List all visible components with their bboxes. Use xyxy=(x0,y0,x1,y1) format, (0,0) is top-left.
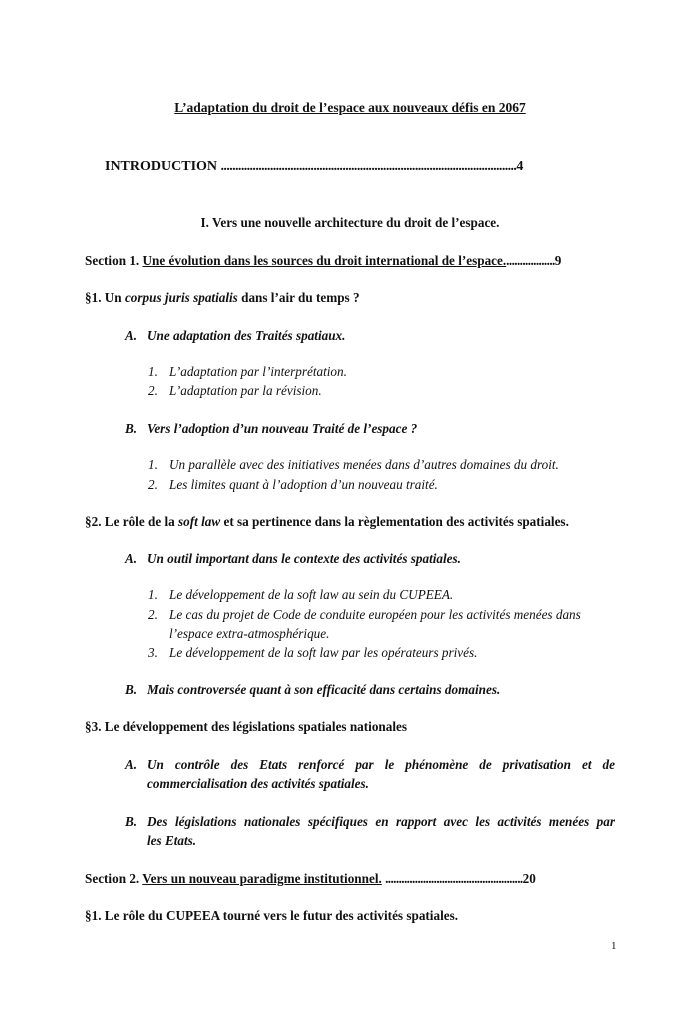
section-1-page: 9 xyxy=(554,253,562,268)
list-number: 1. xyxy=(148,457,158,472)
toc-s1-p3-a-line2: commercialisation des activités spatiales. xyxy=(147,776,369,791)
s1p3a-letter: A. xyxy=(125,757,138,772)
toc-s1-p3-b[interactable] xyxy=(125,814,615,830)
list-item-text: L’adaptation par l’interprétation. xyxy=(169,364,347,379)
toc-s1-p3-b-line2: les Etats. xyxy=(147,833,197,848)
list-item-text: Le développement de la soft law au sein du CUPEEA. xyxy=(169,587,454,602)
s1p2b-letter: B. xyxy=(125,682,138,697)
toc-s1-p1-a[interactable] xyxy=(125,328,345,344)
s1p2a-text: Un outil important dans le contexte des activités spatiales. xyxy=(147,551,461,566)
s1p1-em: corpus juris spatialis xyxy=(124,290,238,305)
toc-s1-p2-a-item-1[interactable] xyxy=(148,587,453,603)
section-2-page: 20 xyxy=(522,871,536,886)
toc-s1-p1-b[interactable] xyxy=(125,421,417,437)
s1p2-em: soft law xyxy=(178,514,221,529)
s1p1b-text: Vers l’adoption d’un nouveau Traité de l’espace ? xyxy=(147,421,418,436)
list-number: 3. xyxy=(148,645,158,660)
toc-s1-p2-a[interactable] xyxy=(125,551,461,567)
toc-s1-p2-a-item-2-cont: l’espace extra-atmosphérique. xyxy=(169,626,330,641)
section-2-title: Vers un nouveau paradigme institutionnel. xyxy=(142,871,382,886)
toc-s1-p1[interactable] xyxy=(85,290,360,306)
s1p1a-letter: A. xyxy=(125,328,138,343)
toc-section-1[interactable] xyxy=(85,253,561,269)
toc-s1-p3[interactable]: §3. Le développement des législations spatiales nationales xyxy=(85,719,408,734)
toc-s1-p2[interactable] xyxy=(85,514,569,530)
part-1-heading: I. Vers une nouvelle architecture du droit de l’espace. xyxy=(200,215,500,230)
list-item-text: Un parallèle avec des initiatives menées dans d’autres domaines du droit. xyxy=(169,457,559,472)
list-item-text: Le développement de la soft law par les opérateurs privés. xyxy=(169,645,478,660)
s1p2-post: et sa pertinence dans la règlementation des activités spatiales. xyxy=(223,514,569,529)
page-number: 1 xyxy=(611,940,617,952)
s1p3b-line1: Des législations nationales spécifiques en rapport avec les activités menées par xyxy=(147,814,615,829)
toc-introduction-page: 4 xyxy=(516,159,524,174)
toc-s1-p1-b-item-1[interactable] xyxy=(148,457,559,473)
list-number: 1. xyxy=(148,587,158,602)
document-title: L’adaptation du droit de l’espace aux nouveaux défis en 2067 xyxy=(174,100,526,115)
toc-s2-p1[interactable]: §1. Le rôle du CUPEEA tourné vers le futur des activités spatiales. xyxy=(85,908,459,923)
s1p1b-letter: B. xyxy=(125,421,138,436)
list-number: 2. xyxy=(148,477,158,492)
s1p3b-letter: B. xyxy=(125,814,138,829)
s1p2a-letter: A. xyxy=(125,551,138,566)
s1p2-pre: §2. Le rôle de la xyxy=(85,514,175,529)
section-1-prefix: Section 1. xyxy=(85,253,140,268)
section-2-dots: ................................................... xyxy=(385,871,523,886)
list-number: 1. xyxy=(148,364,158,379)
toc-s1-p2-b[interactable] xyxy=(125,682,500,698)
list-item-text: Le cas du projet de Code de conduite européen pour les activités menées dans xyxy=(169,607,581,622)
section-2-prefix: Section 2. xyxy=(85,871,140,886)
toc-section-2[interactable] xyxy=(85,871,536,887)
toc-introduction-dots: ...................................................................................................... xyxy=(220,159,517,174)
s1p1-pre: §1. Un xyxy=(85,290,122,305)
toc-s1-p2-a-item-2[interactable] xyxy=(148,607,581,623)
section-1-dots: .................. xyxy=(506,253,555,268)
toc-introduction-label: INTRODUCTION xyxy=(105,159,218,174)
toc-s1-p2-a-item-3[interactable] xyxy=(148,645,477,661)
toc-introduction[interactable] xyxy=(105,159,523,175)
list-item-text: Les limites quant à l’adoption d’un nouveau traité. xyxy=(169,477,438,492)
list-number: 2. xyxy=(148,383,158,398)
list-item-text: L’adaptation par la révision. xyxy=(169,383,322,398)
toc-s1-p3-a[interactable] xyxy=(125,757,615,773)
list-number: 2. xyxy=(148,607,158,622)
s1p2b-text: Mais controversée quant à son efficacité dans certains domaines. xyxy=(147,682,501,697)
section-1-title: Une évolution dans les sources du droit international de l’espace. xyxy=(142,253,507,268)
toc-s1-p1-b-item-2[interactable] xyxy=(148,477,438,493)
toc-s1-p1-a-item-1[interactable] xyxy=(148,364,347,380)
s1p1a-text: Une adaptation des Traités spatiaux. xyxy=(147,328,346,343)
s1p1-post: dans l’air du temps ? xyxy=(241,290,360,305)
toc-s1-p1-a-item-2[interactable] xyxy=(148,383,322,399)
s1p3a-line1: Un contrôle des Etats renforcé par le phénomène de privatisation et de xyxy=(147,757,615,772)
